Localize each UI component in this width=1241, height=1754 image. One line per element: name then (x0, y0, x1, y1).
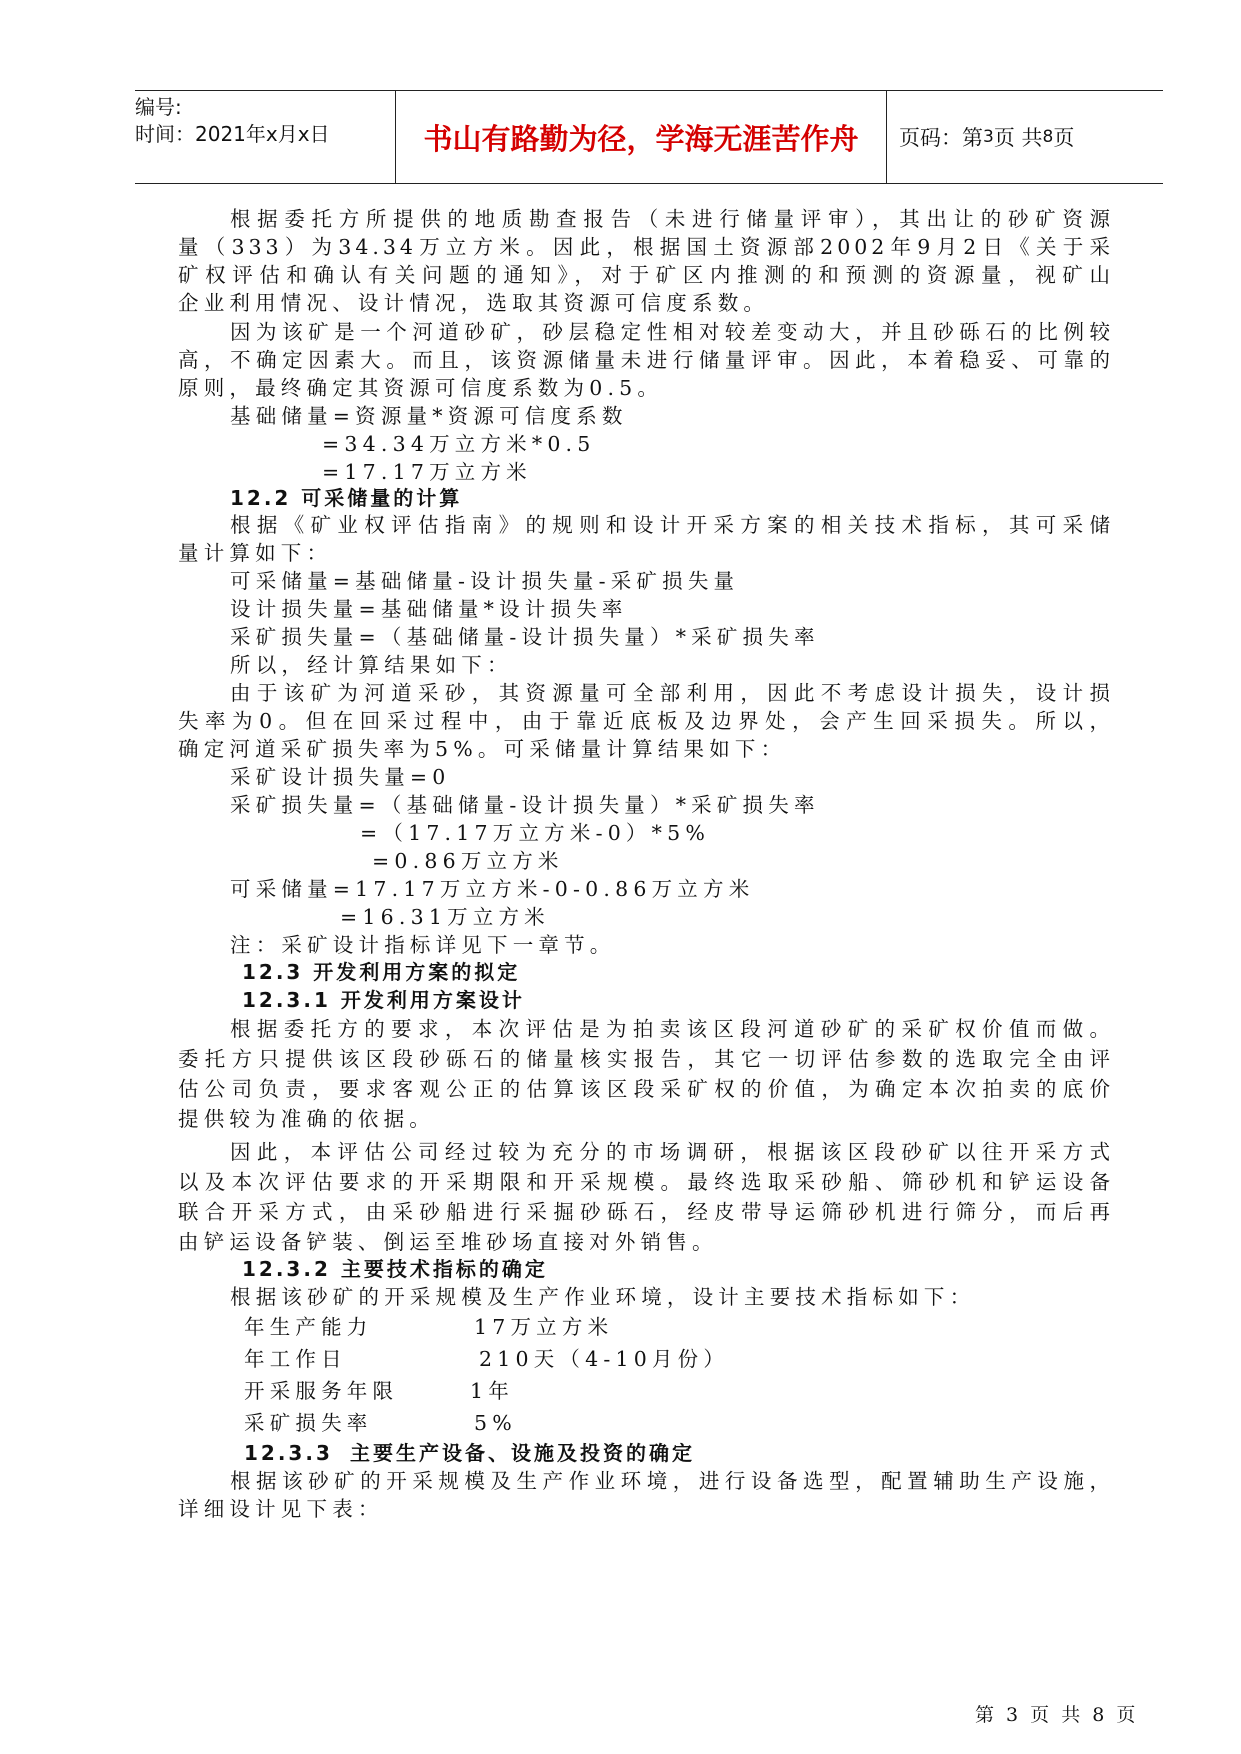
formula-line: 采矿损失量=（基础储量-设计损失量）*采矿损失率 (230, 793, 820, 817)
paragraph-line: 委托方只提供该区段砂砾石的储量核实报告，其它一切评估参数的选取完全由评 (178, 1047, 1114, 1071)
indicator-value: 5% (474, 1411, 517, 1435)
section-heading-12-3: 12.3 开发利用方案的拟定 (242, 960, 521, 984)
formula-line: 可采储量=基础储量-设计损失量-采矿损失量 (230, 569, 740, 593)
indicator-name: 采矿损失率 (244, 1411, 373, 1435)
paragraph-line: 量计算如下： (178, 541, 333, 565)
paragraph-line: 因为该矿是一个河道砂矿，砂层稳定性相对较差变动大，并且砂砾石的比例较 (230, 320, 1114, 344)
page-end: 页 (1053, 126, 1075, 150)
indicator-name: 年生产能力 (244, 1315, 373, 1339)
page-header (135, 90, 1163, 184)
paragraph-line: 根据该砂矿的开采规模及生产作业环境，设计主要技术指标如下： (230, 1285, 976, 1309)
formula-line: 所以，经计算结果如下： (230, 653, 513, 677)
formula-line: 基础储量=资源量*资源可信度系数 (230, 404, 628, 428)
paragraph-line: 详细设计见下表： (178, 1497, 384, 1521)
section-heading-12-3-1: 12.3.1 开发利用方案设计 (242, 988, 525, 1012)
paragraph-line: 因此，本评估公司经过较为充分的市场调研，根据该区段砂矿以往开采方式 (230, 1140, 1114, 1164)
paragraph-line: 量（333）为34.34万立方米。因此，根据国土资源部2002年9月2日《关于采 (178, 235, 1114, 259)
note-line: 注：采矿设计指标详见下一章节。 (230, 933, 616, 957)
paragraph-line: 高，不确定因素大。而且，该资源储量未进行储量评审。因此，本着稳妥、可靠的 (178, 348, 1114, 372)
formula-line: 采矿损失量=（基础储量-设计损失量）*采矿损失率 (230, 625, 820, 649)
paragraph-line: 以及本次评估要求的开采期限和开采规模。最终选取采砂船、筛砂机和铲运设备 (178, 1170, 1114, 1194)
paragraph-line: 根据委托方的要求，本次评估是为拍卖该区段河道砂矿的采矿权价值而做。 (230, 1017, 1114, 1041)
indicator-value: 17万立方米 (474, 1315, 614, 1339)
formula-line: =（17.17万立方米-0）*5% (360, 821, 711, 845)
page-footer: 第 3 页 共 8 页 (975, 1704, 1139, 1726)
paragraph-line: 提供较为准确的依据。 (178, 1107, 435, 1131)
motto: 书山有路勤为径，学海无涯苦作舟 (395, 91, 887, 183)
formula-line: 可采储量=17.17万立方米-0-0.86万立方米 (230, 877, 755, 901)
header-left-cell (135, 91, 395, 183)
formula-line: =16.31万立方米 (340, 905, 550, 929)
formula-line: =17.17万立方米 (322, 460, 532, 484)
indicator-value: 210天（4-10月份） (479, 1347, 730, 1371)
page-mid: 页 共 (993, 126, 1043, 150)
paragraph-line: 估公司负责，要求客观公正的估算该区段采矿权的价值，为确定本次拍卖的底价 (178, 1077, 1114, 1101)
paragraph-line: 失率为0。但在回采过程中，由于靠近底板及边界处，会产生回采损失。所以， (178, 709, 1114, 733)
page-total: 8 (1042, 127, 1054, 147)
paragraph-line: 联合开采方式，由采砂船进行采掘砂砾石，经皮带导运筛砂机进行筛分，而后再 (178, 1200, 1114, 1224)
number-label: 编号: (135, 95, 182, 119)
indicator-name: 年工作日 (244, 1347, 347, 1371)
section-heading-12-2: 12.2 可采储量的计算 (230, 486, 463, 510)
formula-line: 采矿设计损失量=0 (230, 765, 451, 789)
section-heading-12-3-2: 12.3.2 主要技术指标的确定 (242, 1257, 548, 1281)
page-number-cell (885, 91, 1163, 183)
formula-line: 设计损失量=基础储量*设计损失率 (230, 597, 628, 621)
time-label: 时间：2021年x月x日 (135, 122, 330, 146)
formula-line: =0.86万立方米 (372, 849, 564, 873)
paragraph-line: 原则，最终确定其资源可信度系数为0.5。 (178, 376, 664, 400)
section-heading-12-3-3-number: 12.3.3 (244, 1441, 333, 1465)
paragraph-line: 根据委托方所提供的地质勘查报告（未进行储量评审），其出让的砂矿资源 (230, 207, 1114, 231)
paragraph-line: 企业利用情况、设计情况，选取其资源可信度系数。 (178, 291, 770, 315)
page-num: 3 (983, 127, 994, 147)
paragraph-line: 矿权评估和确认有关问题的通知》，对于矿区内推测的和预测的资源量，视矿山 (178, 263, 1114, 287)
paragraph-line: 确定河道采矿损失率为5%。可采储量计算结果如下： (178, 737, 787, 761)
paragraph-line: 根据该砂矿的开采规模及生产作业环境，进行设备选型，配置辅助生产设施， (230, 1469, 1114, 1493)
paragraph-line: 根据《矿业权评估指南》的规则和设计开采方案的相关技术指标，其可采储 (230, 513, 1114, 537)
indicator-value: 1年 (470, 1379, 514, 1403)
paragraph-line: 由铲运设备铲装、倒运至堆砂场直接对外销售。 (178, 1230, 718, 1254)
section-heading-12-3-3-title: 主要生产设备、设施及投资的确定 (350, 1441, 695, 1465)
paragraph-line: 由于该矿为河道采砂，其资源量可全部利用，因此不考虑设计损失，设计损 (230, 681, 1114, 705)
formula-line: =34.34万立方米*0.5 (322, 432, 596, 456)
page-label: 页码：第 (899, 126, 983, 150)
indicator-name: 开采服务年限 (244, 1379, 399, 1403)
